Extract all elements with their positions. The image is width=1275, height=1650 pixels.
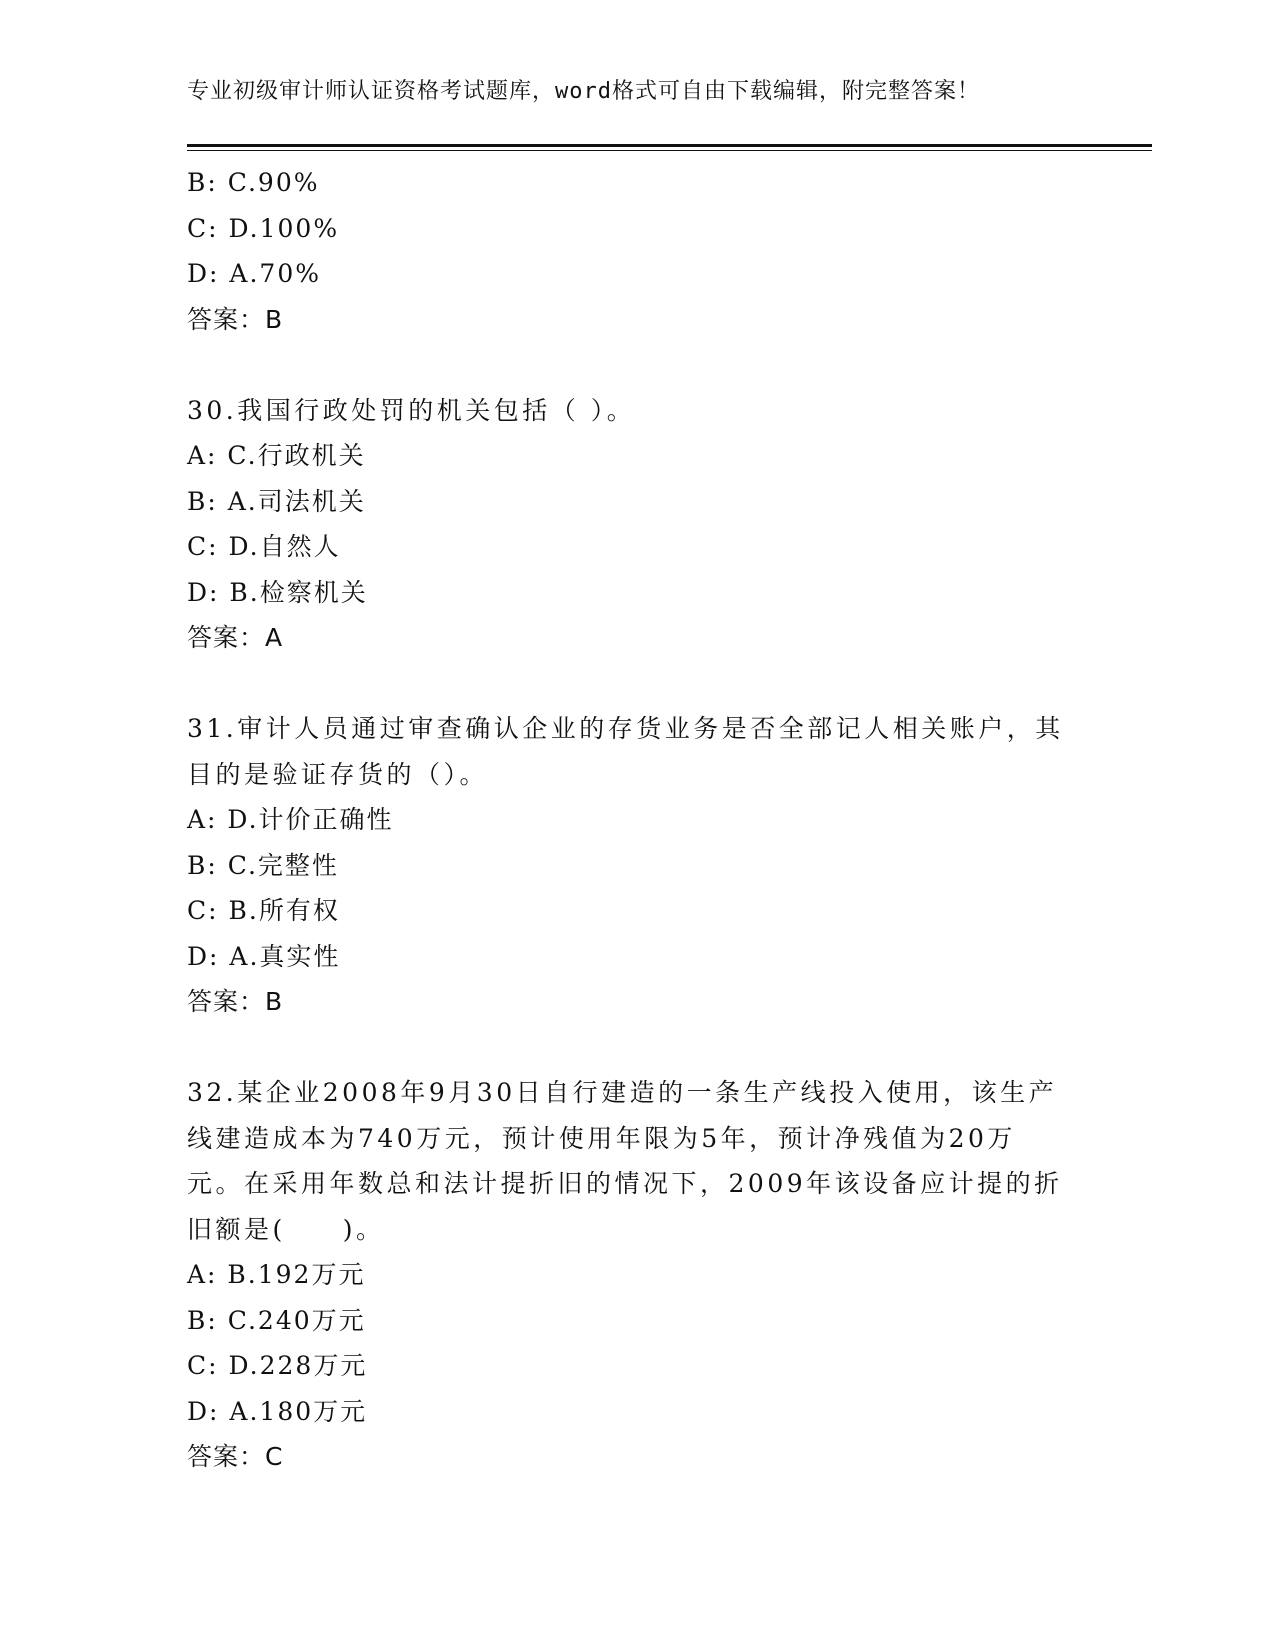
option-b: B: A.司法机关 xyxy=(187,486,366,516)
header-rule-thick xyxy=(187,144,1152,147)
question-stem: 31.审计人员通过审查确认企业的存货业务是否全部记人相关账户，其目的是验证存货的（）。 xyxy=(187,714,1064,789)
answer-line: 答案：B xyxy=(187,304,284,334)
option-d: D: A.70% xyxy=(187,259,321,288)
question-fragment xyxy=(187,160,1067,342)
option-d: D: A.真实性 xyxy=(187,941,341,971)
question-content xyxy=(187,160,1067,1480)
option-d: D: B.检察机关 xyxy=(187,577,368,607)
option-c: C: D.100% xyxy=(187,213,340,243)
option-a: A: C.行政机关 xyxy=(187,441,366,470)
option-b: B: C.240万元 xyxy=(187,1305,366,1335)
question-31 xyxy=(187,706,1067,1025)
option-b: B: C.90% xyxy=(187,168,320,197)
spacer xyxy=(187,661,1067,707)
spacer xyxy=(187,342,1067,388)
header-rule-thin xyxy=(187,150,1152,151)
question-stem: 32.某企业2008年9月30日自行建造的一条生产线投入使用，该生产线建造成本为740万元，预计使用年限为5年，预计净残值为20万元。在采用年数总和法计提折旧的情况下，2009年该设备应计提的折旧额是( )。 xyxy=(187,1078,1063,1244)
question-30 xyxy=(187,388,1067,661)
option-c: C: D.228万元 xyxy=(187,1351,368,1380)
page-header-title: 专业初级审计师认证资格考试题库，word格式可自由下载编辑，附完整答案！ xyxy=(187,79,980,104)
question-stem: 30.我国行政处罚的机关包括（ ）。 xyxy=(187,395,636,425)
option-b: B: C.完整性 xyxy=(187,850,339,880)
option-a: A: D.计价正确性 xyxy=(187,805,394,834)
question-32 xyxy=(187,1070,1067,1480)
option-c: C: B.所有权 xyxy=(187,896,340,925)
option-d: D: A.180万元 xyxy=(187,1396,368,1426)
option-a: A: B.192万元 xyxy=(187,1260,366,1289)
answer-line: 答案：B xyxy=(187,987,284,1016)
spacer xyxy=(187,1025,1067,1071)
option-c: C: D.自然人 xyxy=(187,532,341,561)
answer-line: 答案：C xyxy=(187,1442,284,1471)
answer-line: 答案：A xyxy=(187,623,284,652)
